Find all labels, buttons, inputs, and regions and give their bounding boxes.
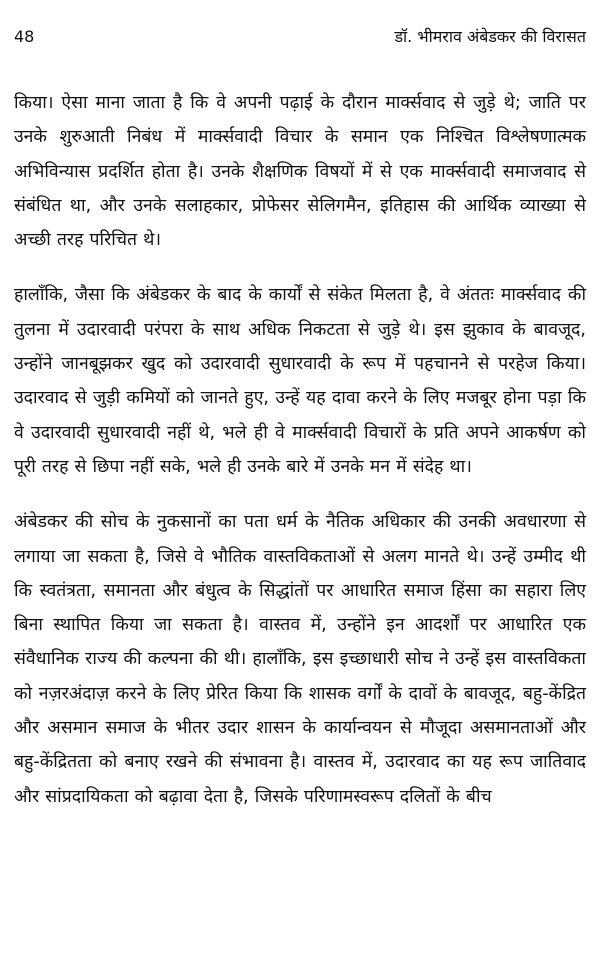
- page-number: 48: [14, 27, 35, 46]
- running-title: डॉ. भीमराव अंबेडकर की विरासत: [394, 27, 586, 46]
- paragraph-3: अंबेडकर की सोच के नुकसानों का पता धर्म के नैतिक अधिकार की उनकी अवधारणा से लगाया जा सकता है, जिसे वे भौतिक वास्तविकताओं से अलग मानते थे। उन्हें उम्मीद थी कि स्वतंत्रता, समानता और बंधुत्व के सिद्धांतों पर आधारित समाज हिंसा का सहारा लिए बिना स्थापित किया जा सकता है। वास्तव में, उन्होंने इन आदर्शों पर आधारित एक संवैधानिक राज्य की कल्पना की थी। हालाँकि, इस इच्छाधारी सोच ने उन्हें इस वास्तविकता को नज़रअंदाज़ करने के लिए प्रेरित किया कि शासक वर्गों के दावों के बावजूद, बहु-केंद्रित और असमान समाज के भीतर उदार शासन के कार्यान्वयन से मौजूदा असमानताओं और बहु-केंद्रितता को बनाए रखने की संभावना है। वास्तव में, उदारवाद का यह रूप जातिवाद और सांप्रदायिकता को बढ़ावा देता है, जिसके परिणामस्वरूप दलितों के बीच: [14, 512, 586, 807]
- paragraph-2: हालाँकि, जैसा कि अंबेडकर के बाद के कार्यों से संकेत मिलता है, वे अंततः मार्क्सवाद की तुलना में उदारवादी परंपरा के साथ अधिक निकटता से जुड़े थे। इस झुकाव के बावजूद, उन्होंने जानबूझकर खुद को उदारवादी सुधारवादी के रूप में पहचानने से परहेज किया। उदारवाद से जुड़ी कमियों को जानते हुए, उन्हें यह दावा करने के लिए मजबूर होना पड़ा कि वे उदारवादी सुधारवादी नहीं थे, भले ही वे मार्क्सवादी विचारों के प्रति अपने आकर्षण को पूरी तरह से छिपा नहीं सके, भले ही उनके बारे में उनके मन में संदेह था।: [14, 285, 586, 477]
- body-text: [14, 86, 586, 835]
- paragraph-1: किया। ऐसा माना जाता है कि वे अपनी पढ़ाई के दौरान मार्क्सवाद से जुड़े थे; जाति पर उनके शुरुआती निबंध में मार्क्सवादी विचार के समान एक निश्चित विश्लेषणात्मक अभिविन्यास प्रदर्शित होता है। उनके शैक्षणिक विषयों में से एक मार्क्सवादी समाजवाद से संबंधित था, और उनके सलाहकार, प्रोफेसर सेलिगमैन, इतिहास की आर्थिक व्याख्या से अच्छी तरह परिचित थे।: [14, 93, 586, 251]
- page-header: [14, 24, 586, 50]
